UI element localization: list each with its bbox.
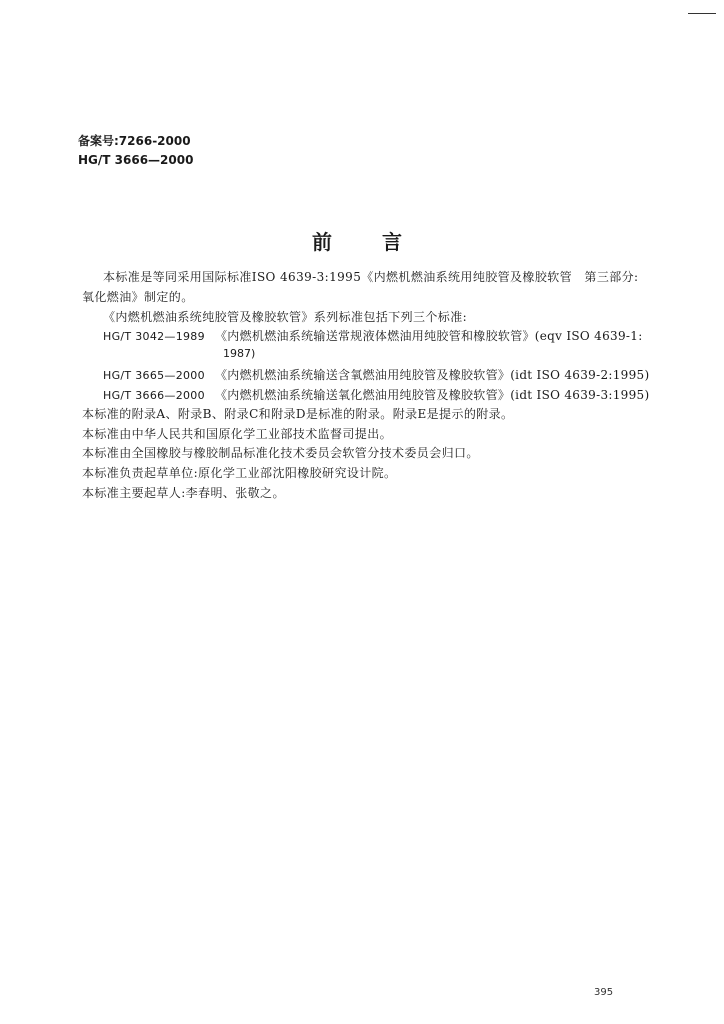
corner-rule bbox=[688, 13, 716, 14]
drafters-paragraph: 本标准主要起草人:李春明、张敬之。 bbox=[82, 486, 285, 500]
intro-paragraph-line1: 本标准是等同采用国际标准ISO 4639-3:1995《内燃机燃油系统用纯胶管及橡胶软管 第三部分: bbox=[103, 270, 639, 284]
series-standard-row bbox=[103, 327, 643, 344]
series-standard-row bbox=[103, 366, 649, 383]
series-standard-code: HG/T 3665—2000 bbox=[103, 369, 205, 382]
series-standard-title: 《内燃机燃油系统输送氧化燃油用纯胶管及橡胶软管》(idt ISO 4639-3:1995) bbox=[215, 388, 650, 402]
intro-paragraph-line2: 氧化燃油》制定的。 bbox=[82, 290, 194, 304]
series-standard-code: HG/T 3042—1989 bbox=[103, 330, 205, 343]
filing-number: 备案号:7266-2000 bbox=[78, 134, 191, 148]
series-standard-title: 《内燃机燃油系统输送常规液体燃油用纯胶管和橡胶软管》(eqv ISO 4639-1: bbox=[215, 329, 643, 343]
series-standard-code: HG/T 3666—2000 bbox=[103, 389, 205, 402]
page-number: 395 bbox=[594, 987, 614, 998]
series-standard-row bbox=[103, 386, 649, 403]
series-intro-paragraph: 《内燃机燃油系统纯胶管及橡胶软管》系列标准包括下列三个标准: bbox=[103, 310, 468, 324]
drafting-unit-paragraph: 本标准负责起草单位:原化学工业部沈阳橡胶研究设计院。 bbox=[82, 466, 397, 480]
series-standard-title: 《内燃机燃油系统输送含氧燃油用纯胶管及橡胶软管》(idt ISO 4639-2:1995) bbox=[215, 368, 650, 382]
managed-by-paragraph: 本标准由全国橡胶与橡胶制品标准化技术委员会软管分技术委员会归口。 bbox=[82, 446, 479, 460]
series-standard-continuation: 1987) bbox=[223, 347, 256, 360]
annexes-paragraph: 本标准的附录A、附录B、附录C和附录D是标准的附录。附录E是提示的附录。 bbox=[82, 407, 514, 421]
page-title: 前言 bbox=[312, 230, 452, 254]
proposed-by-paragraph: 本标准由中华人民共和国原化学工业部技术监督司提出。 bbox=[82, 427, 393, 441]
standard-code: HG/T 3666—2000 bbox=[78, 153, 194, 167]
